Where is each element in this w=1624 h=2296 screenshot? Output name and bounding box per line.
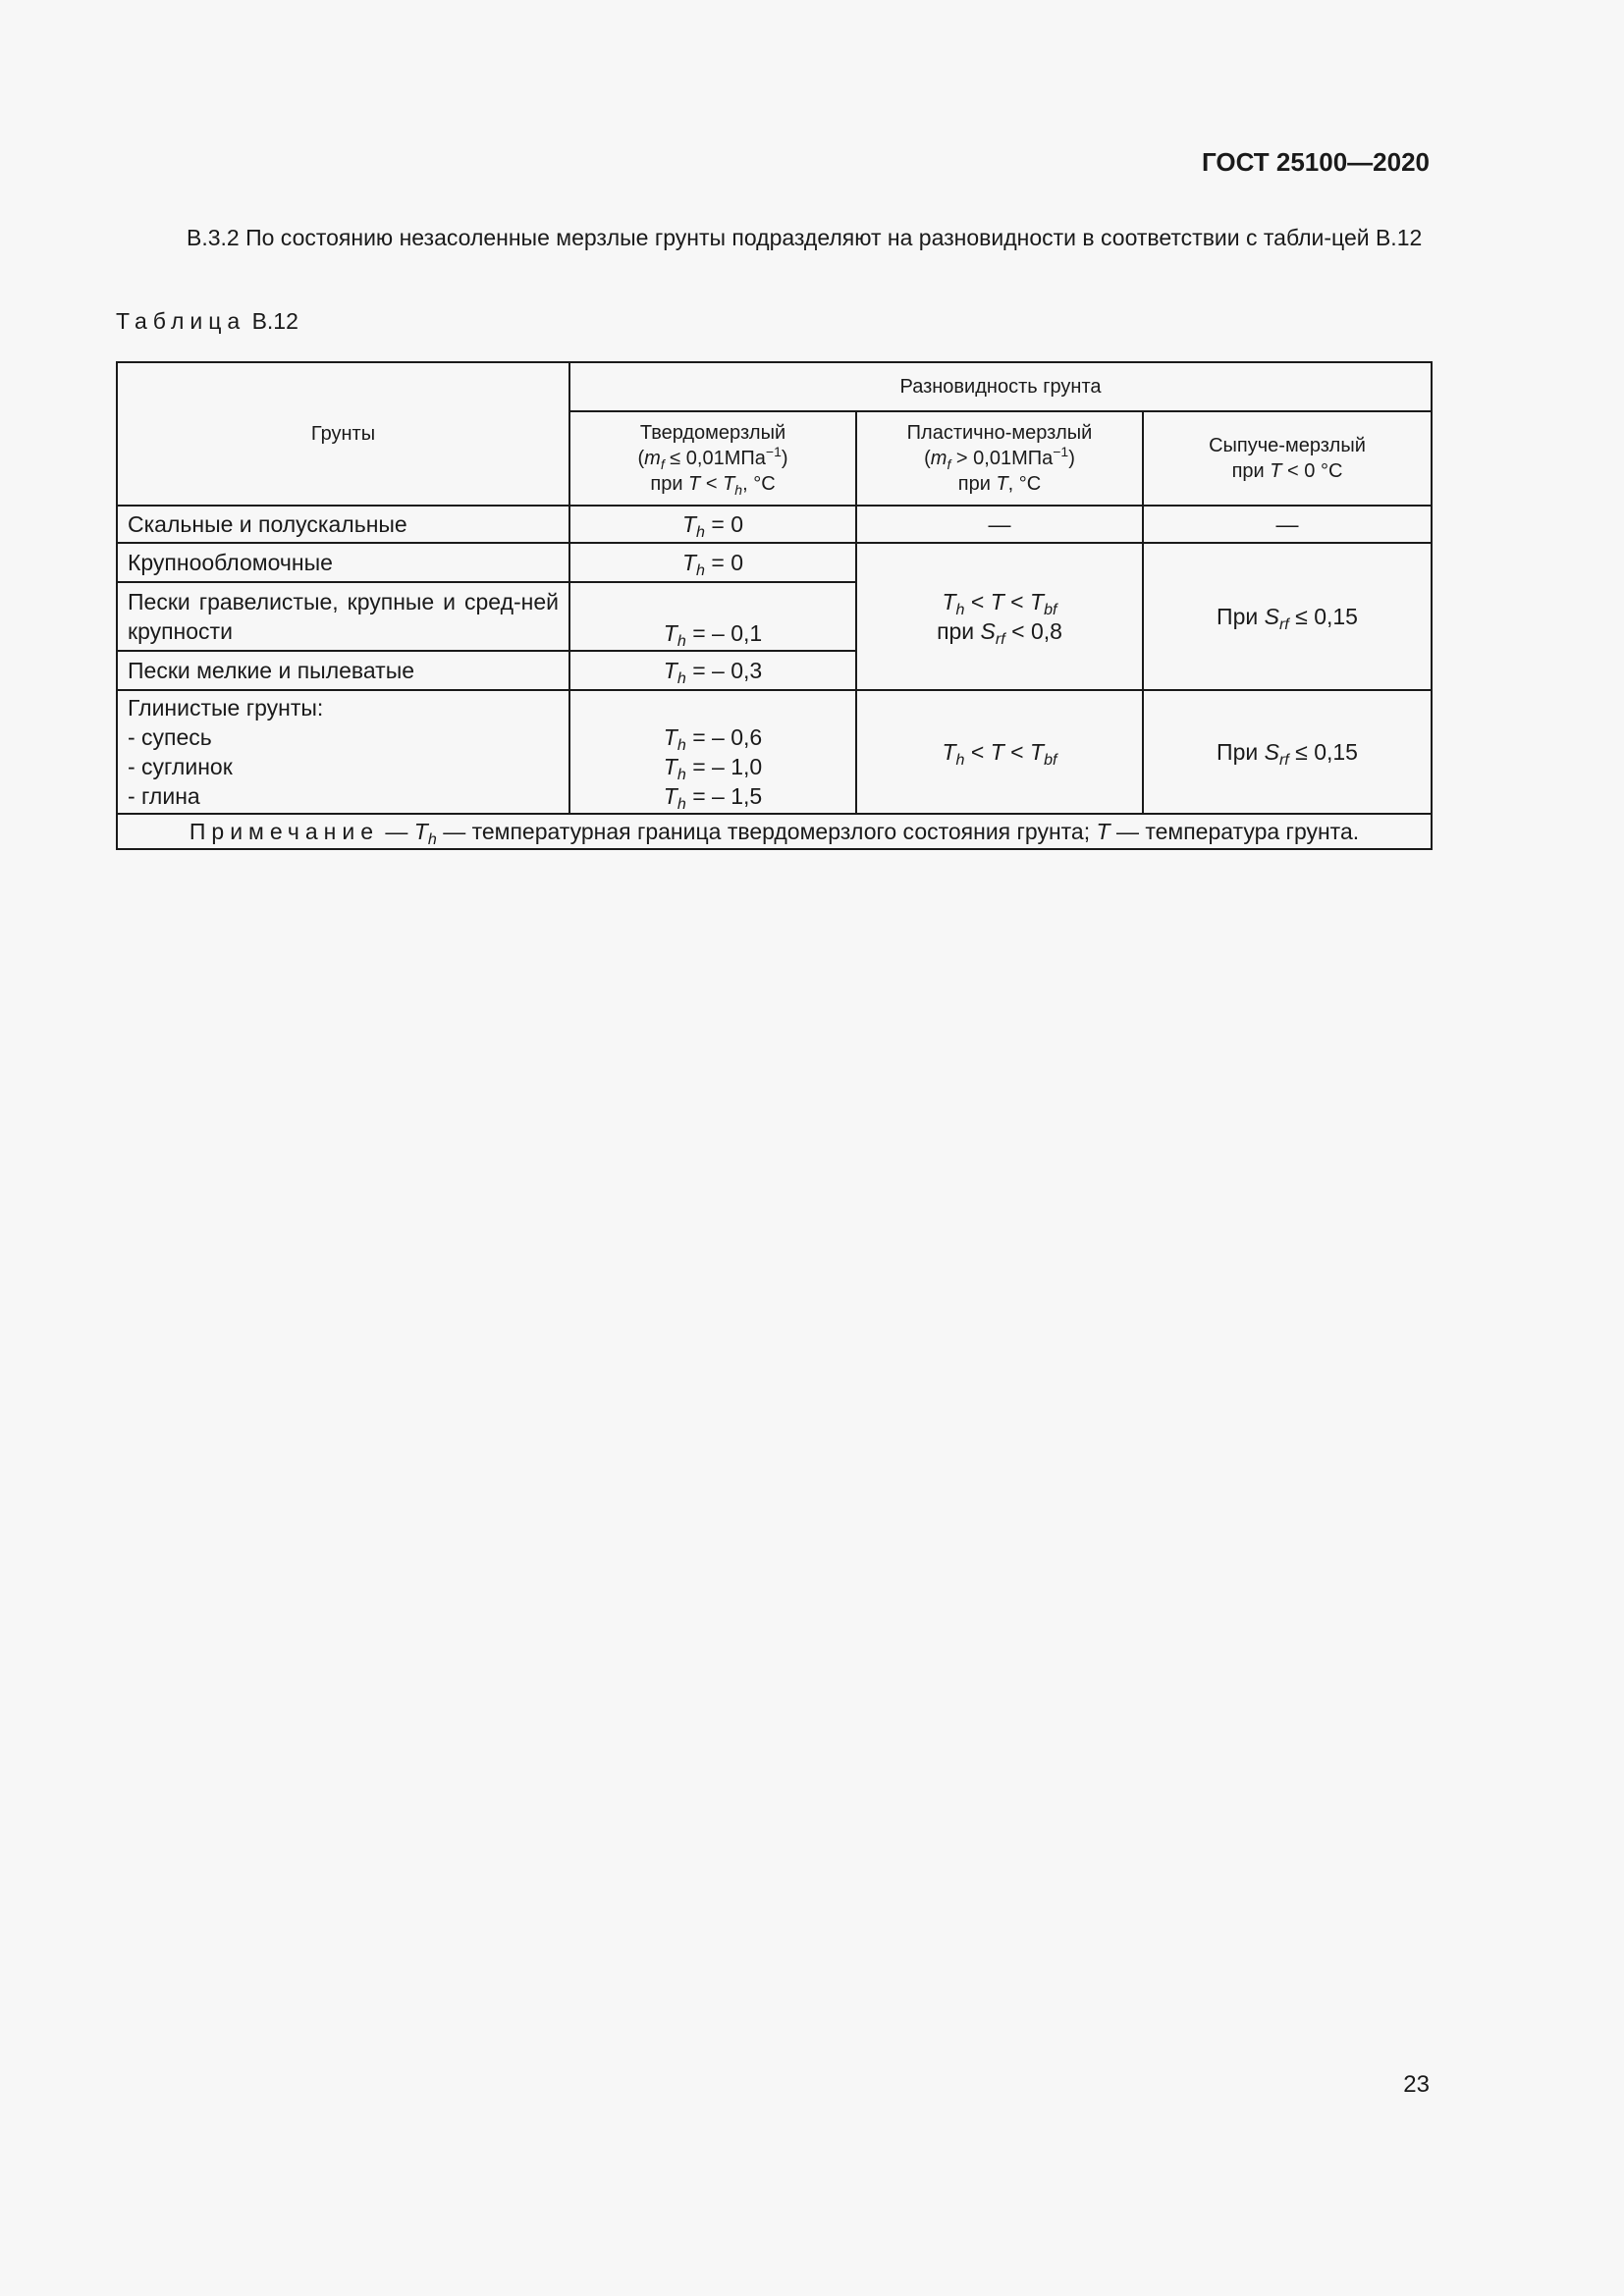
intro-paragraph: В.3.2 По состоянию незасоленные мерзлые грунты подразделяют на разновидности в соответствии с табли-цей В.12	[187, 225, 1423, 250]
clay-item-loam: - суглинок	[128, 754, 233, 779]
table-note: Примечание — $T_h$ — температурная граница твердомерзлого состояния грунта; T — температура грунта.	[117, 814, 1432, 849]
loose-frozen-name: Сыпуче-мерзлый	[1209, 435, 1366, 456]
header-variety: Разновидность грунта	[569, 362, 1432, 411]
clay-item-clay: - глина	[128, 783, 200, 809]
note-label: Примечание	[189, 819, 380, 844]
sand-plastic-saturation: при $S_{rf} < 0,8$	[937, 618, 1062, 648]
sand-loose-cell: При $S_{rf} \le 0,15$	[1143, 543, 1432, 690]
hard-frozen-name: Твердомерзлый	[639, 422, 786, 444]
table-caption-number: В.12	[251, 308, 298, 334]
clay-item-sandy-loam: - супесь	[128, 724, 212, 750]
clay-soil-cell	[117, 690, 569, 814]
table-row-coarse	[117, 543, 1432, 582]
clay-loose-cell: При $S_{rf} \le 0,15$	[1143, 690, 1432, 814]
header-loose-frozen	[1143, 411, 1432, 506]
loose-frozen-temperature: при T < 0 °С	[1231, 460, 1343, 482]
clay-hard-cell	[569, 690, 856, 814]
clay-hard-value-2: $T_h$ = – 1,0	[663, 754, 763, 783]
sand-plastic-cell	[856, 543, 1143, 690]
sand-plastic-range: $T_h < T < T_{bf}$	[942, 589, 1057, 618]
plastic-frozen-temperature: при T, °С	[957, 473, 1042, 495]
plastic-frozen-name: Пластично-мерзлый	[906, 422, 1093, 444]
page-number: 23	[1403, 2071, 1430, 2098]
header-row-1	[117, 362, 1432, 411]
table-row-rock	[117, 506, 1432, 543]
table-note-row	[117, 814, 1432, 849]
header-soils: Грунты	[117, 362, 569, 506]
rock-soil-cell: Скальные и полускальные	[117, 506, 569, 543]
rock-loose-cell: —	[1143, 506, 1432, 543]
table-row-clay	[117, 690, 1432, 814]
sand-fine-soil-cell: Пески мелкие и пылеватые	[117, 651, 569, 690]
table-caption	[116, 308, 298, 335]
clay-plastic-cell: $T_h < T < T_{bf}$	[856, 690, 1143, 814]
soil-variety-table	[116, 361, 1433, 850]
hard-frozen-temperature: при $T < T_h$, °С	[650, 473, 776, 498]
table-caption-label: Таблица	[116, 308, 246, 334]
rock-hard-cell: $T_h = 0$	[569, 506, 856, 543]
header-plastic-frozen	[856, 411, 1143, 506]
sand-coarse-hard-cell: $T_h$ = – 0,1	[569, 582, 856, 651]
hard-frozen-condition: $(m_f \le 0,01МПа^{-1})$	[637, 444, 788, 472]
coarse-soil-cell: Крупнообломочные	[117, 543, 569, 582]
sand-coarse-soil-cell: Пески гравелистые, крупные и сред-ней крупности	[117, 582, 569, 651]
rock-plastic-cell: —	[856, 506, 1143, 543]
clay-hard-value-1: $T_h$ = – 0,6	[663, 724, 763, 754]
sand-fine-hard-cell: $T_h$ = – 0,3	[569, 651, 856, 690]
clay-hard-value-3: $T_h$ = – 1,5	[663, 783, 763, 813]
header-hard-frozen	[569, 411, 856, 506]
plastic-frozen-condition: $(m_f > 0,01МПа^{-1})$	[924, 444, 1075, 472]
coarse-hard-cell: $T_h = 0$	[569, 543, 856, 582]
clay-title: Глинистые грунты:	[128, 695, 324, 721]
document-code: ГОСТ 25100—2020	[1202, 147, 1430, 177]
